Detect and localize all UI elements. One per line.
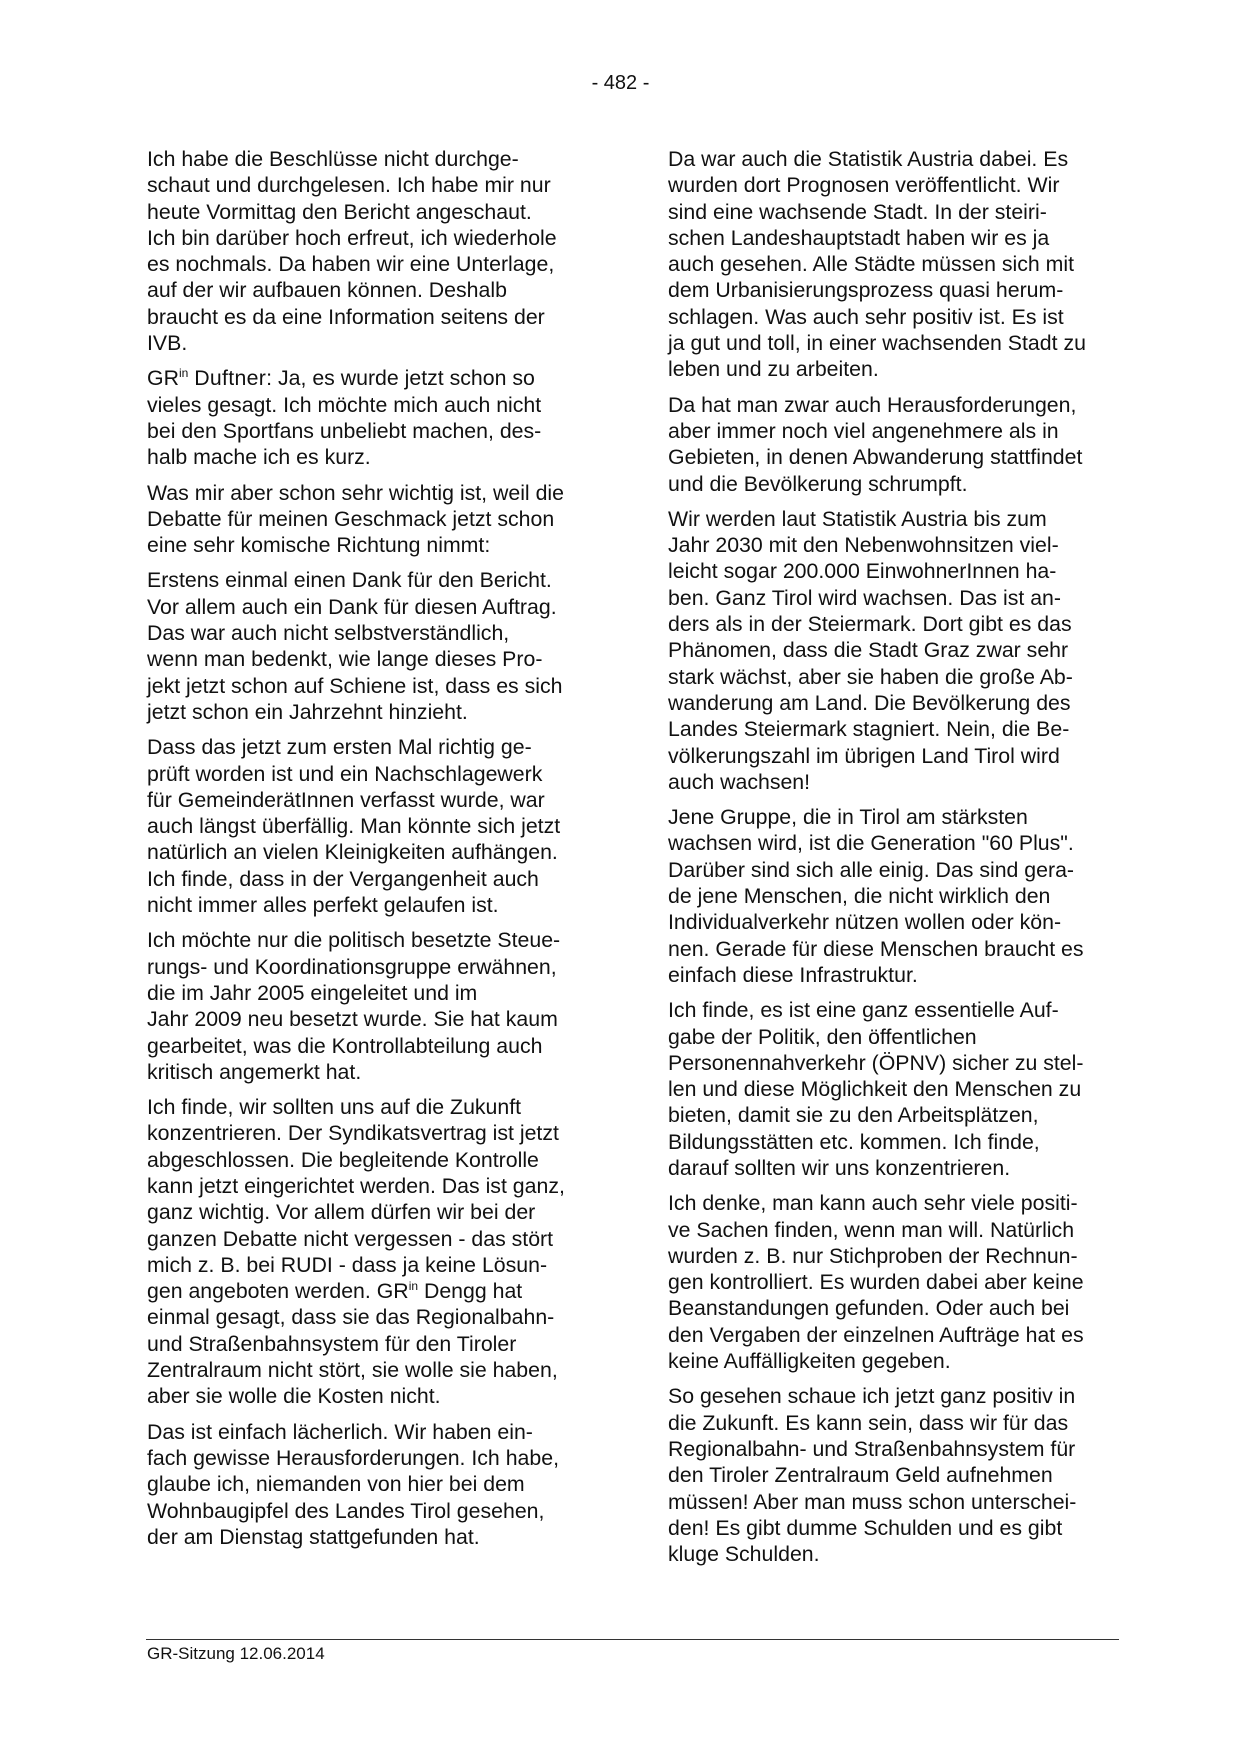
paragraph xyxy=(668,1383,1116,1567)
text-line: Ich möchte nur die politisch besetzte Steue- xyxy=(147,928,561,953)
text-line: Das ist einfach lächerlich. Wir haben ein- xyxy=(147,1419,533,1444)
paragraph xyxy=(668,146,1116,383)
text-line: Wir werden laut Statistik Austria bis zum xyxy=(668,506,1047,531)
inline-text: Dengg hat xyxy=(418,1279,523,1304)
text-line: den Vergaben der einzelnen Aufträge hat es xyxy=(668,1322,1084,1347)
text-line: Ich habe die Beschlüsse nicht durchge- xyxy=(147,147,519,171)
text-line: wachsen wird, ist die Generation "60 Plus". xyxy=(668,831,1074,856)
text-line: dem Urbanisierungsprozess quasi herum- xyxy=(668,278,1064,303)
text-line: Jahr 2009 neu besetzt wurde. Sie hat kaum xyxy=(147,1007,558,1032)
inline-title: GR xyxy=(376,1279,409,1304)
text-line: wurden dort Prognosen veröffentlicht. Wir xyxy=(668,173,1060,198)
inline-title-suffix: in xyxy=(408,1279,419,1294)
text-line: der am Dienstag stattgefunden hat. xyxy=(147,1524,480,1549)
paragraph xyxy=(668,1190,1116,1374)
text-line: kluge Schulden. xyxy=(668,1542,820,1567)
text-line: Da war auch die Statistik Austria dabei. Es xyxy=(668,147,1069,171)
text-line: sind eine wachsende Stadt. In der steiri- xyxy=(668,199,1047,224)
text-line: ders als in der Steiermark. Dort gibt es das xyxy=(668,612,1072,637)
text-line: auf der wir aufbauen können. Deshalb xyxy=(147,278,507,303)
text-line: Ich finde, wir sollten uns auf die Zukunft xyxy=(147,1095,522,1120)
text-line: und die Bevölkerung schrumpft. xyxy=(668,471,968,496)
text-line: für GemeinderätInnen verfasst wurde, war xyxy=(147,787,545,812)
text-line: Jahr 2030 mit den Nebenwohnsitzen viel- xyxy=(668,533,1059,558)
text-line: glaube ich, niemanden von hier bei dem xyxy=(147,1472,525,1497)
text-line: gabe der Politik, den öffentlichen xyxy=(668,1024,977,1049)
text-line: einmal gesagt, dass sie das Regionalbahn- xyxy=(147,1305,555,1330)
text-line: Das war auch nicht selbstverständlich, xyxy=(147,621,510,646)
text-line: Individualverkehr nützen wollen oder kön- xyxy=(668,910,1062,935)
footer-session-date: GR-Sitzung 12.06.2014 xyxy=(147,1644,325,1663)
text-line: Landes Steiermark stagniert. Nein, die Be- xyxy=(668,717,1070,742)
text-line: Zentralraum nicht stört, sie wolle sie haben, xyxy=(147,1358,558,1383)
text-line: es nochmals. Da haben wir eine Unterlage, xyxy=(147,252,555,277)
text-line: völkerungszahl im übrigen Land Tirol wird xyxy=(668,743,1060,768)
text-line: und Straßenbahnsystem für den Tiroler xyxy=(147,1331,517,1356)
text-line: len und diese Möglichkeit den Menschen zu xyxy=(668,1077,1082,1102)
speaker-title-suffix: in xyxy=(178,366,189,381)
text-line: nen. Gerade für diese Menschen braucht es xyxy=(668,936,1084,961)
text-line: de jene Menschen, die nicht wirklich den xyxy=(668,884,1051,909)
text-line: rungs- und Koordinationsgruppe erwähnen, xyxy=(147,954,557,979)
paragraph xyxy=(147,734,595,918)
text-line: gen kontrolliert. Es wurden dabei aber keine xyxy=(668,1270,1084,1295)
text-line: Vor allem auch ein Dank für diesen Auftrag. xyxy=(147,594,557,619)
text-line: die Zukunft. Es kann sein, dass wir für das xyxy=(668,1410,1069,1435)
text-line: So gesehen schaue ich jetzt ganz positiv in xyxy=(668,1384,1076,1409)
text-line: auch längst überfällig. Man könnte sich jetzt xyxy=(147,814,561,839)
text-line: Dass das jetzt zum ersten Mal richtig ge- xyxy=(147,735,532,760)
right-column xyxy=(668,146,1116,1576)
text-line: den Tiroler Zentralraum Geld aufnehmen xyxy=(668,1463,1053,1488)
text-line: Darüber sind sich alle einig. Das sind gera- xyxy=(668,857,1075,882)
text-line: Phänomen, dass die Stadt Graz zwar sehr xyxy=(668,638,1069,663)
paragraph-lines xyxy=(147,1095,565,1277)
text-line: leben und zu arbeiten. xyxy=(668,357,879,382)
text-line: stark wächst, aber sie haben die große Ab- xyxy=(668,664,1073,689)
text-line: bieten, damit sie zu den Arbeitsplätzen, xyxy=(668,1103,1039,1128)
text-line: Debatte für meinen Geschmack jetzt schon xyxy=(147,506,555,531)
page-number: - 482 - xyxy=(591,72,650,94)
text-line: natürlich an vielen Kleinigkeiten aufhängen. xyxy=(147,840,558,865)
paragraph xyxy=(668,804,1116,988)
text-line: eine sehr komische Richtung nimmt: xyxy=(147,533,491,558)
left-column xyxy=(147,146,595,1559)
text-line: keine Auffälligkeiten gegeben. xyxy=(668,1349,951,1374)
text-line: kritisch angemerkt hat. xyxy=(147,1059,362,1084)
paragraph xyxy=(147,480,595,559)
text-line: fach gewisse Herausforderungen. Ich habe, xyxy=(147,1445,559,1470)
text-line: nicht immer alles perfekt gelaufen ist. xyxy=(147,893,499,918)
text-line: vieles gesagt. Ich möchte mich auch nicht xyxy=(147,392,542,417)
text-line: aber immer noch viel angenehmere als in xyxy=(668,418,1059,443)
text-line: Ich finde, dass in der Vergangenheit auch xyxy=(147,866,539,891)
paragraph xyxy=(668,392,1116,497)
text-line: einfach diese Infrastruktur. xyxy=(668,962,918,987)
text-line: ben. Ganz Tirol wird wachsen. Das ist an- xyxy=(668,585,1061,610)
text-line: mich z. B. bei RUDI - dass ja keine Lösun- xyxy=(147,1252,548,1277)
text-line: Wohnbaugipfel des Landes Tirol gesehen, xyxy=(147,1498,545,1523)
text-line: die im Jahr 2005 eingeleitet und im xyxy=(147,980,478,1005)
text-line: Gebieten, in denen Abwanderung stattfindet xyxy=(668,445,1083,470)
text-line: gearbeitet, was die Kontrollabteilung auch xyxy=(147,1033,543,1058)
speaker-title: GR xyxy=(147,366,179,391)
text-line: prüft worden ist und ein Nachschlagewerk xyxy=(147,761,543,786)
speaker-text: : Ja, es wurde jetzt schon so xyxy=(266,366,535,391)
text-line: Ich finde, es ist eine ganz essentielle Auf- xyxy=(668,998,1059,1023)
text-line: braucht es da eine Information seitens der xyxy=(147,304,545,329)
text-line: schlagen. Was auch sehr positiv ist. Es ist xyxy=(668,304,1064,329)
text-line: Beanstandungen gefunden. Oder auch bei xyxy=(668,1296,1070,1321)
text-line: ganzen Debatte nicht vergessen - das stört xyxy=(147,1226,554,1251)
paragraph xyxy=(668,506,1116,795)
text-line: ganz wichtig. Vor allem dürfen wir bei der xyxy=(147,1200,536,1225)
text-line: Da hat man zwar auch Herausforderungen, xyxy=(668,392,1077,417)
text-line: Jene Gruppe, die in Tirol am stärksten xyxy=(668,805,1028,830)
text-line: ve Sachen finden, wenn man will. Natürlich xyxy=(668,1217,1075,1242)
paragraph xyxy=(668,997,1116,1181)
text-line: aber sie wolle die Kosten nicht. xyxy=(147,1384,441,1409)
text-line: jekt jetzt schon auf Schiene ist, dass es sich xyxy=(147,673,563,698)
text-line: Ich denke, man kann auch sehr viele positi- xyxy=(668,1191,1078,1216)
paragraph xyxy=(147,146,595,356)
text-line: auch gesehen. Alle Städte müssen sich mit xyxy=(668,252,1075,277)
text-line: kann jetzt eingerichtet werden. Das ist ganz, xyxy=(147,1173,565,1198)
text-line: ja gut und toll, in einer wachsenden Stadt zu xyxy=(668,331,1086,356)
text-line: wanderung am Land. Die Bevölkerung des xyxy=(668,690,1071,715)
text-line: Regionalbahn- und Straßenbahnsystem für xyxy=(668,1436,1076,1461)
text-line: Bildungsstätten etc. kommen. Ich finde, xyxy=(668,1129,1040,1154)
text-line: IVB. xyxy=(147,331,188,356)
text-line: darauf sollten wir uns konzentrieren. xyxy=(668,1155,1011,1180)
text-line: müssen! Aber man muss schon unterschei- xyxy=(668,1489,1077,1514)
speaker-paragraph xyxy=(147,365,595,470)
text-line: den! Es gibt dumme Schulden und es gibt xyxy=(668,1515,1063,1540)
text-line: auch wachsen! xyxy=(668,769,811,794)
text-line: Personennahverkehr (ÖPNV) sicher zu stel- xyxy=(668,1050,1084,1075)
paragraph xyxy=(147,927,595,1085)
text-line: jetzt schon ein Jahrzehnt hinzieht. xyxy=(147,699,468,724)
paragraph-continuation xyxy=(147,393,541,470)
text-line: Erstens einmal einen Dank für den Bericht. xyxy=(147,568,552,593)
text-line: abgeschlossen. Die begleitende Kontrolle xyxy=(147,1147,539,1172)
paragraph xyxy=(147,1094,595,1410)
text-line: bei den Sportfans unbeliebt machen, des- xyxy=(147,418,542,443)
text-line: leicht sogar 200.000 EinwohnerInnen ha- xyxy=(668,559,1057,584)
text-line: Was mir aber schon sehr wichtig ist, weil die xyxy=(147,480,565,505)
footer-divider xyxy=(146,1639,1119,1640)
text-line: konzentrieren. Der Syndikatsvertrag ist jetzt xyxy=(147,1121,559,1146)
paragraph-lines xyxy=(147,1305,558,1408)
text-line: wurden z. B. nur Stichproben der Rechnun- xyxy=(668,1243,1078,1268)
text-line: wenn man bedenkt, wie lange dieses Pro- xyxy=(147,647,543,672)
text-line: schen Landeshauptstadt haben wir es ja xyxy=(668,225,1050,250)
speaker-name: Duftner xyxy=(194,366,267,391)
text-line: schaut und durchgelesen. Ich habe mir nur xyxy=(147,173,551,198)
text-line: Ich bin darüber hoch erfreut, ich wiederhole xyxy=(147,225,557,250)
paragraph xyxy=(147,1419,595,1550)
inline-text: gen angeboten werden. xyxy=(147,1279,377,1304)
text-line: halb mache ich es kurz. xyxy=(147,445,371,470)
text-line: heute Vormittag den Bericht angeschaut. xyxy=(147,199,532,224)
paragraph xyxy=(147,567,595,725)
